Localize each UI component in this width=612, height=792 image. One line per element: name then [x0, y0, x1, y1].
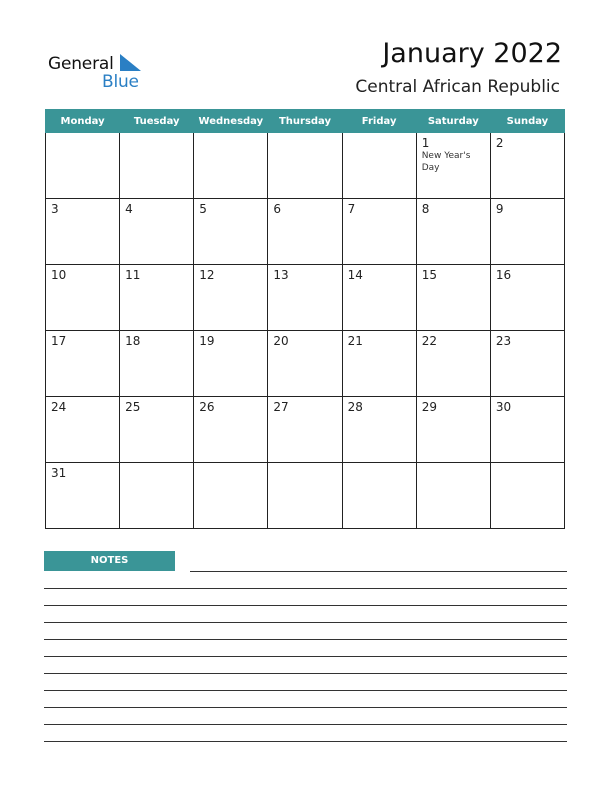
day-number: 28	[347, 400, 363, 414]
day-number: 7	[347, 202, 356, 216]
logo-text-general: General	[48, 54, 114, 74]
day-cell	[194, 199, 268, 265]
day-number: 3	[51, 202, 59, 216]
day-number: 23	[495, 334, 512, 348]
day-number: 24	[51, 400, 67, 414]
page-title: January 2022	[382, 38, 562, 69]
notes-line	[44, 605, 567, 606]
day-cell	[194, 331, 268, 397]
day-number: 1	[421, 136, 430, 150]
day-number: 16	[495, 268, 512, 282]
week-row	[46, 199, 565, 265]
notes-line	[44, 741, 567, 742]
day-cell	[120, 463, 194, 529]
day-cell	[46, 265, 120, 331]
day-number: 26	[199, 400, 215, 414]
notes-line	[44, 673, 567, 674]
day-number: 12	[199, 268, 215, 282]
day-cell	[416, 265, 490, 331]
day-cell	[120, 397, 194, 463]
logo-triangle-icon	[120, 54, 142, 72]
notes-label: NOTES	[44, 551, 175, 571]
day-cell	[416, 463, 490, 529]
day-number: 11	[125, 268, 141, 282]
day-cell	[490, 397, 564, 463]
day-number: 19	[199, 334, 215, 348]
day-cell	[120, 199, 194, 265]
day-cell	[490, 463, 564, 529]
country-subtitle: Central African Republic	[355, 77, 560, 97]
weekday-header-row	[46, 110, 565, 133]
day-cell	[342, 199, 416, 265]
day-cell	[120, 133, 194, 199]
day-number: 20	[273, 334, 289, 348]
notes-line	[44, 707, 567, 708]
day-cell	[342, 463, 416, 529]
holiday-label: New Year's Day	[421, 151, 471, 173]
day-number: 18	[125, 334, 141, 348]
notes-line	[44, 622, 567, 623]
notes-line	[44, 724, 567, 725]
weekday-header: Monday	[46, 110, 120, 133]
day-cell	[46, 397, 120, 463]
day-cell	[46, 331, 120, 397]
weekday-header: Sunday	[490, 110, 564, 133]
day-cell	[342, 133, 416, 199]
day-number: 30	[495, 400, 512, 414]
day-cell	[490, 199, 564, 265]
day-cell	[194, 463, 268, 529]
day-number: 10	[51, 268, 67, 282]
week-row	[46, 265, 565, 331]
day-cell	[46, 463, 120, 529]
day-cell	[194, 397, 268, 463]
day-cell	[268, 463, 342, 529]
day-number: 21	[347, 334, 363, 348]
notes-line	[44, 588, 567, 589]
day-number: 6	[273, 202, 282, 216]
day-number: 5	[199, 202, 207, 216]
day-cell	[490, 133, 564, 199]
day-number: 2	[495, 136, 504, 150]
day-cell	[490, 331, 564, 397]
day-cell	[416, 331, 490, 397]
week-row	[46, 133, 565, 199]
day-number: 14	[347, 268, 363, 282]
week-row	[46, 397, 565, 463]
day-cell	[120, 331, 194, 397]
day-number: 13	[273, 268, 289, 282]
notes-line	[190, 571, 567, 572]
generalblue-logo	[48, 52, 148, 92]
notes-line	[44, 639, 567, 640]
day-cell	[342, 331, 416, 397]
day-cell	[120, 265, 194, 331]
weekday-header: Thursday	[268, 110, 342, 133]
weekday-header: Saturday	[416, 110, 490, 133]
day-cell	[46, 133, 120, 199]
weekday-header: Wednesday	[194, 110, 268, 133]
day-number: 9	[495, 202, 504, 216]
day-number: 25	[125, 400, 141, 414]
day-cell	[416, 199, 490, 265]
day-cell	[194, 133, 268, 199]
day-cell	[490, 265, 564, 331]
day-number: 27	[273, 400, 289, 414]
day-cell	[268, 133, 342, 199]
day-number: 15	[421, 268, 437, 282]
notes-line	[44, 690, 567, 691]
day-number: 8	[421, 202, 430, 216]
week-row	[46, 331, 565, 397]
day-cell	[416, 397, 490, 463]
day-cell	[342, 265, 416, 331]
notes-line	[44, 656, 567, 657]
day-cell	[268, 265, 342, 331]
day-number: 17	[51, 334, 67, 348]
day-cell	[46, 199, 120, 265]
day-number: 22	[421, 334, 437, 348]
day-number: 31	[51, 466, 67, 480]
day-cell	[194, 265, 268, 331]
logo-text-blue: Blue	[102, 72, 139, 92]
weekday-header: Friday	[342, 110, 416, 133]
day-cell	[416, 133, 490, 199]
day-cell	[342, 397, 416, 463]
day-cell	[268, 199, 342, 265]
week-row	[46, 463, 565, 529]
day-cell	[268, 331, 342, 397]
day-cell	[268, 397, 342, 463]
weekday-header: Tuesday	[120, 110, 194, 133]
day-number: 29	[421, 400, 437, 414]
calendar-grid	[45, 109, 565, 529]
day-number: 4	[125, 202, 133, 216]
